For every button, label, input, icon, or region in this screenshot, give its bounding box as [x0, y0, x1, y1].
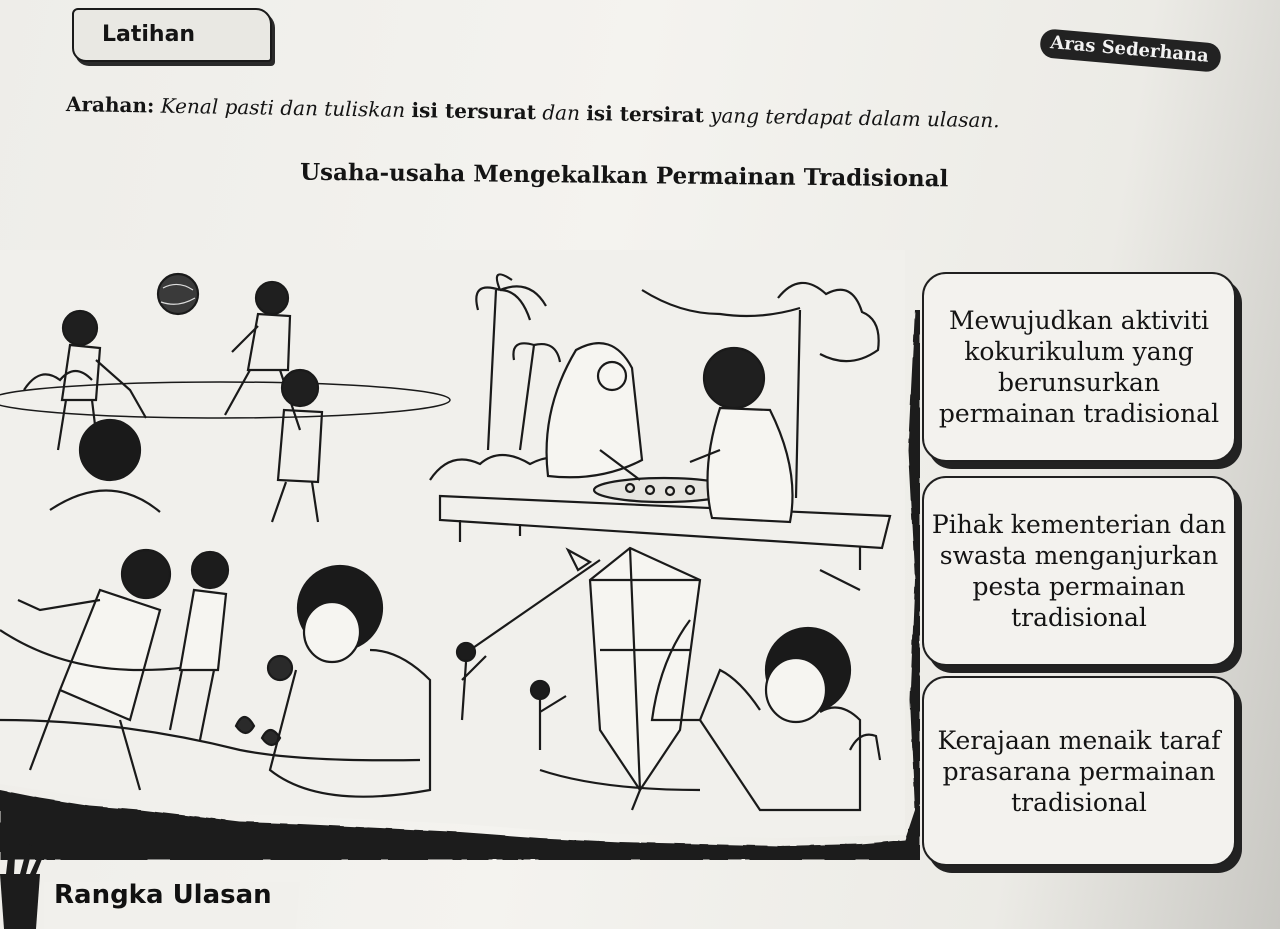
instruction-line: [66, 92, 1166, 135]
exercise-tag-label: Latihan: [102, 22, 196, 47]
page-title: Usaha-usaha Mengekalkan Permainan Tradisional: [299, 158, 949, 193]
effort-panel-2-text: Pihak kementerian dan swasta menganjurkan pesta permainan tradisional: [931, 510, 1227, 632]
level-badge: Aras Sederhana: [1039, 28, 1222, 73]
effort-panel-3: [922, 676, 1236, 866]
instruction-part-1: Kenal pasti dan tuliskan: [160, 93, 406, 122]
effort-panel-1-text: Mewujudkan aktiviti kokurikulum yang berunsurkan permainan tradisional: [938, 306, 1220, 428]
instruction-part-4: isi tersirat: [586, 101, 705, 128]
effort-panel-2: [922, 476, 1236, 666]
instruction-part-3: dan: [542, 100, 581, 125]
traditional-games-illustration: [0, 250, 920, 860]
illustration-bg: [0, 250, 905, 838]
effort-panel-1: [922, 272, 1236, 462]
effort-panel-3-text: Kerajaan menaik taraf prasarana permainan tradisional: [937, 725, 1221, 817]
instruction-part-2: isi tersurat: [411, 98, 537, 125]
instruction-prefix: Arahan:: [65, 92, 155, 118]
instruction-part-5: yang terdapat dalam ulasan.: [709, 103, 1000, 133]
exercise-tag: [72, 8, 272, 62]
section-label-rangka-ulasan: Rangka Ulasan: [54, 880, 272, 910]
